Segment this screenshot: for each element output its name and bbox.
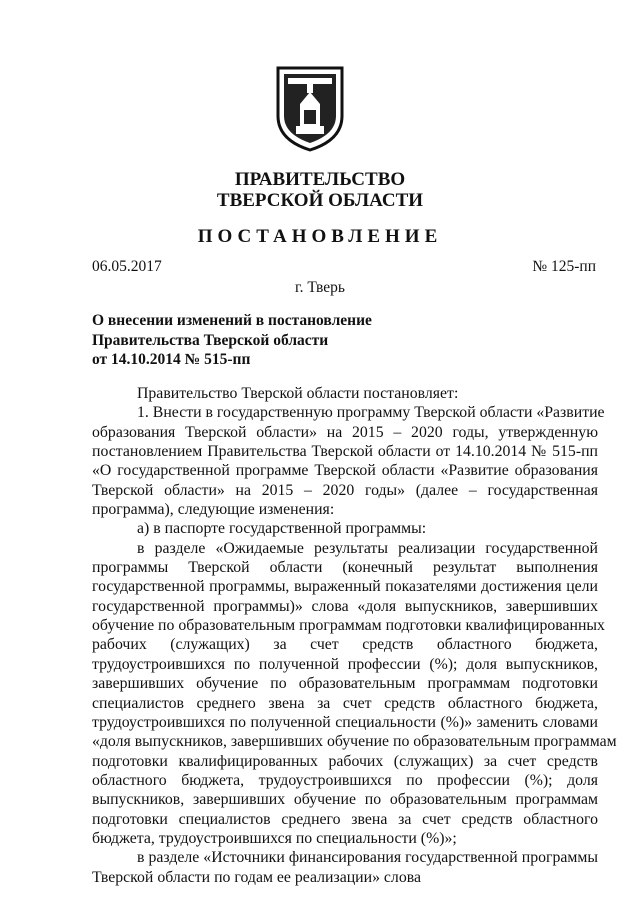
body-text-line: специалистов среднего звена за счет средств областного бюджета, — [92, 694, 598, 712]
document-city: г. Тверь — [295, 279, 345, 296]
body-text-line: Правительство Тверской области постановляет: — [137, 385, 459, 402]
body-text-line: а) в паспорте государственной программы: — [137, 520, 427, 538]
body-text-line: постановлением Правительства Тверской области от 14.10.2014 № 515-пп — [92, 443, 598, 461]
authority-name-line2: ТВЕРСКОЙ ОБЛАСТИ — [216, 190, 424, 211]
document-body — [92, 384, 617, 887]
document-type: ПОСТАНОВЛЕНИЕ — [197, 226, 443, 247]
body-text-line: завершивших обучение по образовательным программам подготовки — [92, 675, 598, 693]
body-text-line: областного бюджета, трудоустроившихся по профессии (%); доля — [92, 771, 598, 789]
body-text-line: программы Тверской области (конечный результат выполнения — [92, 559, 598, 577]
document-heading — [92, 311, 372, 370]
document-number: № 125-пп — [532, 258, 596, 275]
body-text-line: обучение по образовательным программам подготовки квалифицированных — [92, 617, 605, 635]
body-text-line: государственной программы)» слова «доля выпускников, завершивших — [92, 597, 598, 615]
body-text-line: подготовки квалифицированных рабочих (служащих) за счет средств — [92, 752, 598, 770]
heading-line: Правительства Тверской области — [92, 331, 329, 349]
body-text-line: Тверской области по годам ее реализации» слова — [92, 868, 421, 886]
body-text-line: бюджета, трудоустроившихся по специальности (%)»; — [92, 829, 457, 847]
body-text-line: «О государственной программе Тверской области «Развитие образования — [92, 462, 598, 480]
body-text-line: Тверской области» на 2015 – 2020 годы» (далее – государственная — [92, 481, 598, 499]
heading-line: О внесении изменений в постановление — [92, 312, 372, 329]
body-text-line: 1. Внести в государственную программу Тверской области «Развитие — [137, 404, 605, 422]
body-text-line: выпускников, завершивших обучение по образовательным программам — [92, 791, 598, 809]
authority-name-line1: ПРАВИТЕЛЬСТВО — [234, 169, 406, 190]
body-text-line: рабочих (служащих) за счет средств областного бюджета, — [92, 636, 598, 654]
body-text-line: программа), следующие изменения: — [92, 501, 335, 519]
body-text-line: государственной программы, выраженный показателями достижения цели — [92, 578, 598, 596]
body-text-line: «доля выпускников, завершивших обучение по образовательным программам — [92, 733, 617, 751]
body-text-line: трудоустроившихся по полученной профессии (%); доля выпускников, — [92, 655, 598, 673]
body-text-line: трудоустроившихся по полученной специальности (%)» заменить словами — [92, 713, 598, 731]
coat-of-arms-emblem — [274, 64, 346, 152]
body-text-line: образования Тверской области» на 2015 – 2020 годы, утвержденную — [92, 423, 598, 441]
body-text-line: подготовки специалистов среднего звена за счет средств областного — [92, 810, 598, 828]
document-date: 06.05.2017 — [92, 258, 162, 275]
heading-line: от 14.10.2014 № 515-пп — [92, 351, 251, 368]
body-text-line: в разделе «Источники финансирования государственной программы — [137, 849, 598, 867]
body-text-line: в разделе «Ожидаемые результаты реализации государственной — [137, 539, 598, 557]
